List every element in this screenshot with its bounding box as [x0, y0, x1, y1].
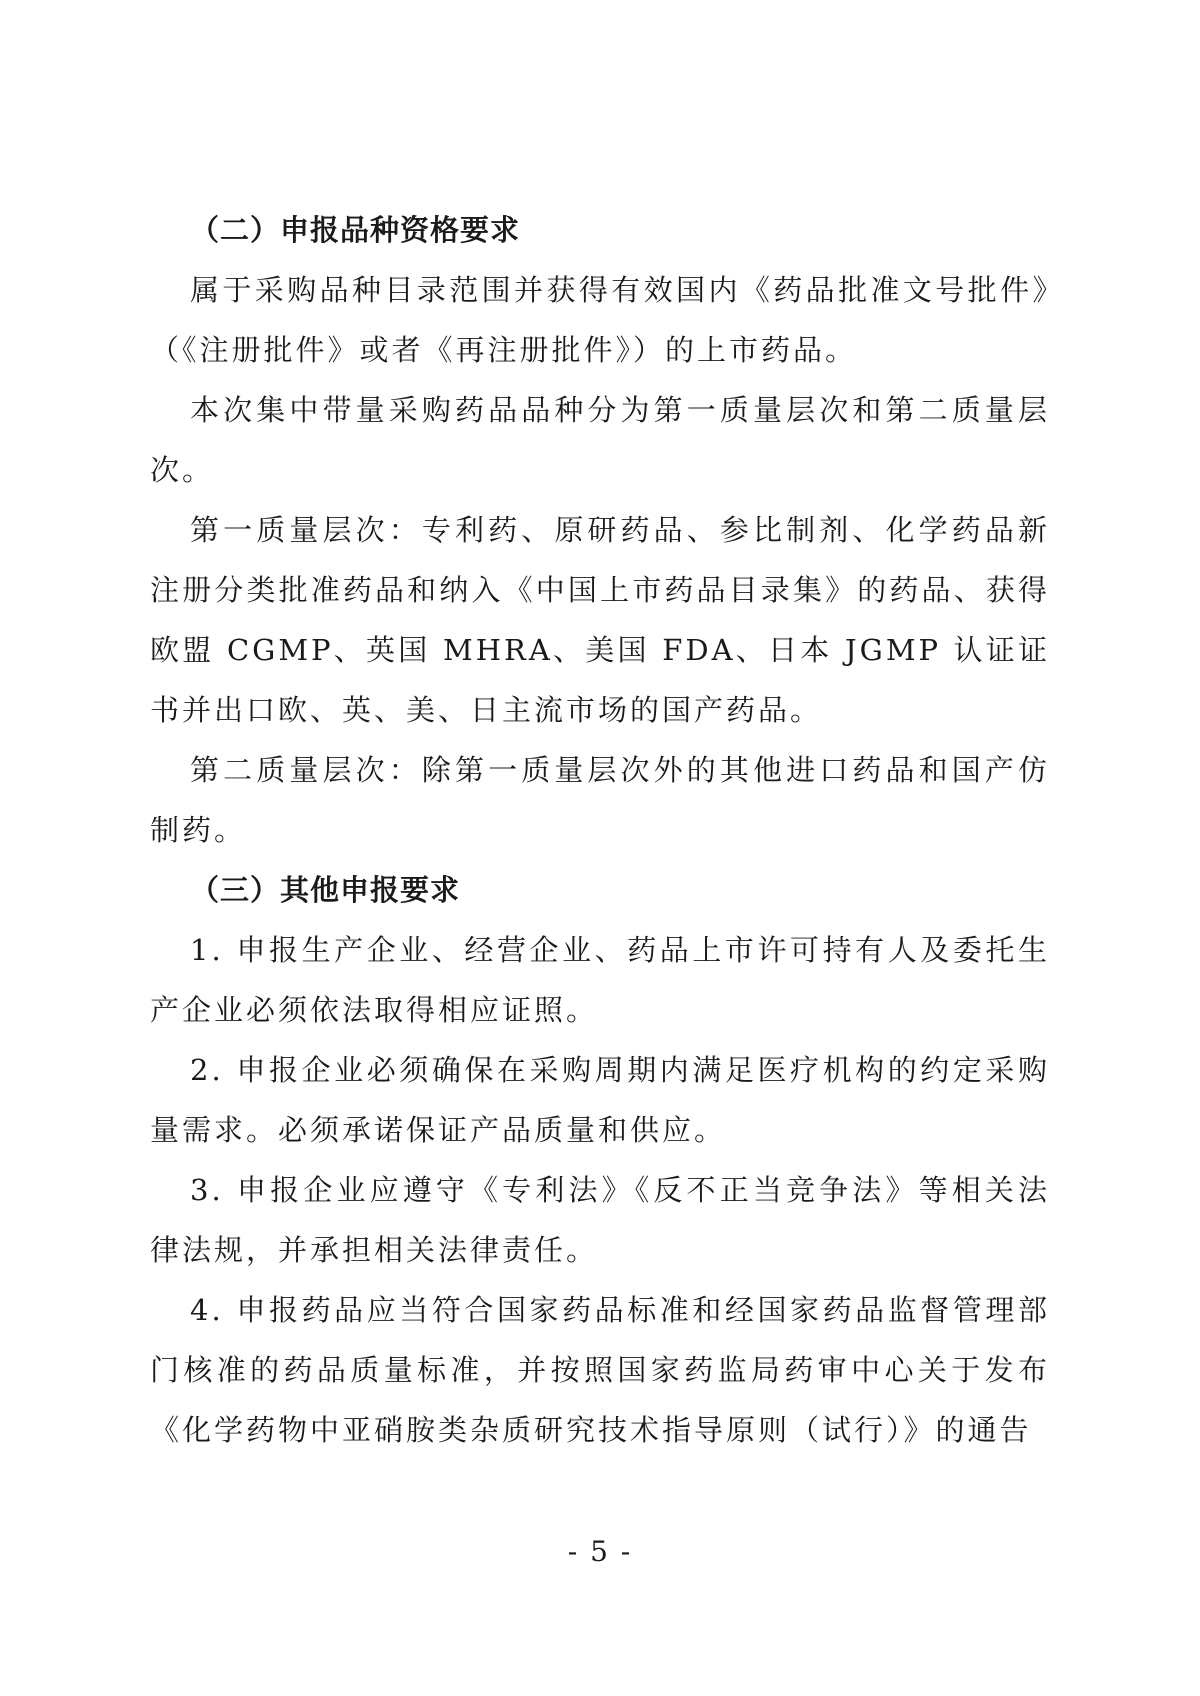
paragraph-requirement-4: 4. 申报药品应当符合国家药品标准和经国家药品监督管理部门核准的药品质量标准，并按照国家药监局药审中心关于发布《化学药物中亚硝胺类杂质研究技术指导原则（试行）》的通告 [150, 1293, 1050, 1447]
section-heading-2: （二）申报品种资格要求 [190, 213, 521, 247]
paragraph-requirement-2: 2. 申报企业必须确保在采购周期内满足医疗机构的约定采购量需求。必须承诺保证产品质量和供应。 [150, 1053, 1050, 1147]
paragraph-second-quality-level: 第二质量层次：除第一质量层次外的其他进口药品和国产仿制药。 [150, 753, 1050, 847]
paragraph-requirement-1: 1. 申报生产企业、经营企业、药品上市许可持有人及委托生产企业必须依法取得相应证照。 [150, 933, 1050, 1027]
document-body [150, 200, 1050, 1460]
paragraph-requirement-3: 3. 申报企业应遵守《专利法》《反不正当竞争法》等相关法律法规，并承担相关法律责任。 [150, 1173, 1050, 1267]
paragraph-quality-levels: 本次集中带量采购药品品种分为第一质量层次和第二质量层次。 [150, 393, 1050, 487]
paragraph-first-quality-level: 第一质量层次：专利药、原研药品、参比制剂、化学药品新注册分类批准药品和纳入《中国上市药品目录集》的药品、获得欧盟 CGMP、英国 MHRA、美国 FDA、日本 JGMP 认证证书并出口欧、英、美、日主流市场的国产药品。 [150, 513, 1050, 727]
paragraph-eligibility: 属于采购品种目录范围并获得有效国内《药品批准文号批件》（《注册批件》或者《再注册批件》）的上市药品。 [150, 273, 1050, 367]
section-heading-3: （三）其他申报要求 [190, 873, 461, 907]
page-number: - 5 - [567, 1535, 633, 1568]
